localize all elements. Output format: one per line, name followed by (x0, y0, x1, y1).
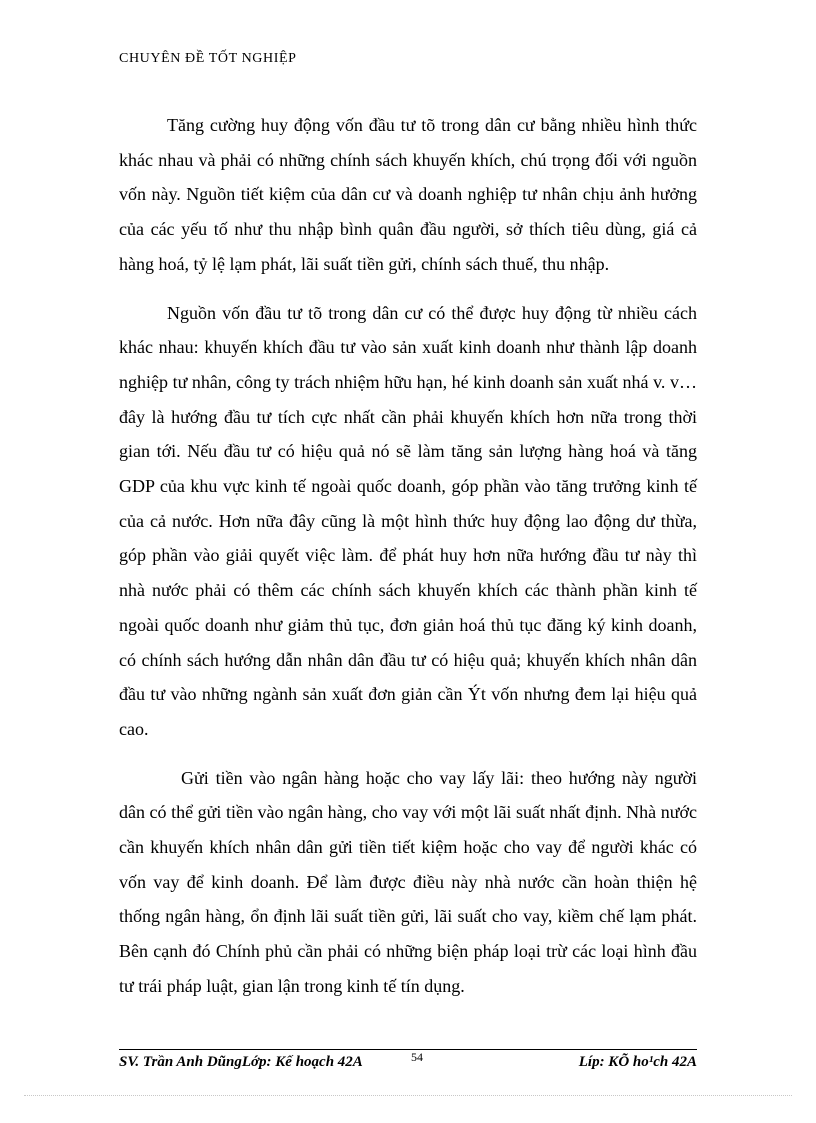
footer-divider (119, 1049, 697, 1050)
page-footer (119, 1050, 697, 1074)
page-header-title: CHUYÊN ĐỀ TỐT NGHIỆP (119, 51, 297, 66)
page-bottom-edge (24, 1095, 792, 1096)
footer-class-label: Líp: KÕ ho¹ch 42A (578, 1054, 697, 1070)
paragraph-3: Gửi tiền vào ngân hàng hoặc cho vay lấy lãi: theo hướng này người dân có thể gửi tiền vào ngân hàng, cho vay với một lãi suất nhất định. Nhà nước cần khuyến khích nhân dân gửi tiền tiết kiệm hoặc cho vay để người khác có vốn vay để kinh doanh. Để làm được điều này nhà nước cần hoàn thiện hệ thống ngân hàng, ổn định lãi suất tiền gửi, lãi suất cho vay, kiềm chế lạm phát. Bên cạnh đó Chính phủ cần phải có những biện pháp loại trừ các loại hình đầu tư trái pháp luật, gian lận trong kinh tế tín dụng. (119, 767, 697, 996)
document-body (119, 108, 697, 1018)
paragraph-2: Nguồn vốn đầu tư tõ trong dân cư có thể được huy động từ nhiều cách khác nhau: khuyến khích đầu tư vào sản xuất kinh doanh như thành lập doanh nghiệp tư nhân, công ty trách nhiệm hữu hạn, hé kinh doanh sản xuất nhá v. v… đây là hướng đầu tư tích cực nhất cần phải khuyến khích hơn nữa trong thời gian tới. Nếu đầu tư có hiệu quả nó sẽ làm tăng sản lượng hàng hoá và tăng GDP của khu vực kinh tế ngoài quốc doanh, góp phần vào tăng trưởng kinh tế của cả nước. Hơn nữa đây cũng là một hình thức huy động lao động dư thừa, góp phần vào giải quyết việc làm. để phát huy hơn nữa hướng đầu tư này thì nhà nước phải có thêm các chính sách khuyến khích các thành phần kinh tế ngoài quốc doanh như giảm thủ tục, đơn giản hoá thủ tục đăng ký kinh doanh, có chính sách hướng dẫn nhân dân đầu tư có hiệu quả; khuyến khích nhân dân đầu tư vào những ngành sản xuất đơn giản cần Ýt vốn nhưng đem lại hiệu quả cao. (119, 302, 697, 739)
page-number: 54 (411, 1050, 423, 1064)
paragraph-1: Tăng cường huy động vốn đầu tư tõ trong dân cư bằng nhiều hình thức khác nhau và phải có những chính sách khuyến khích, chú trọng đối với nguồn vốn này. Nguồn tiết kiệm của dân cư và doanh nghiệp tư nhân chịu ảnh hưởng của các yếu tố như thu nhập bình quân đầu người, sở thích tiêu dùng, giá cả hàng hoá, tỷ lệ lạm phát, lãi suất tiền gửi, chính sách thuế, thu nhập. (119, 115, 697, 274)
footer-author-class: SV. Trần Anh DũngLớp: Kế hoạch 42A (119, 1054, 363, 1070)
